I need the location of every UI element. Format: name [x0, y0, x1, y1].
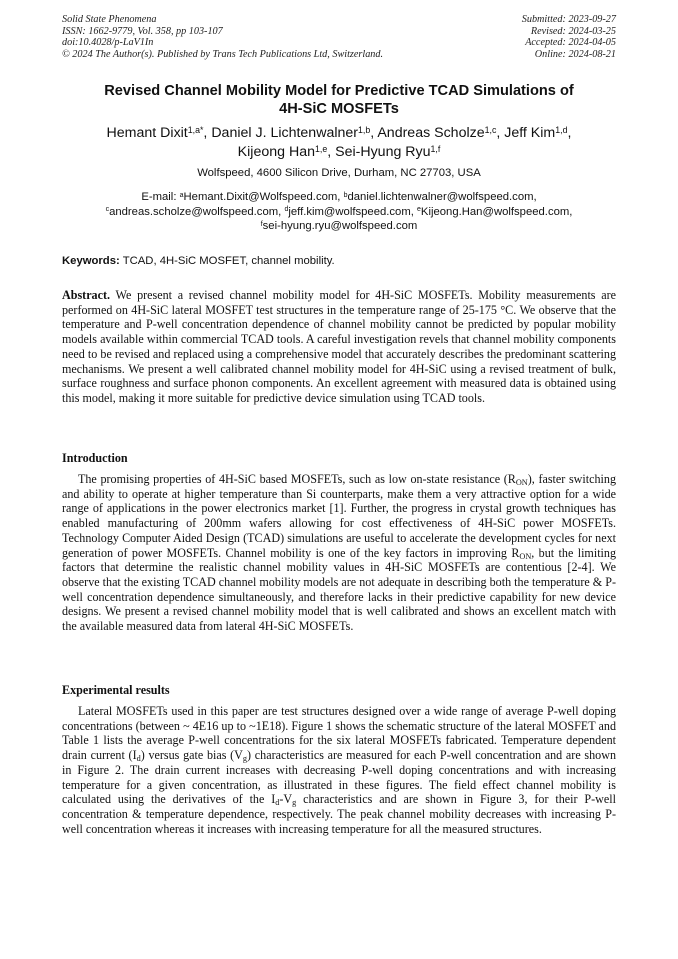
revised-date: Revised: 2024-03-25 [530, 25, 616, 37]
exp-text: ) versus gate bias (V [140, 748, 243, 763]
authors-line-2: Kijeong Han$^{1,e}$, Sei-Hyung Ryu$^{1,f}$ [237, 144, 441, 160]
subscript-on: ON [515, 478, 528, 488]
keywords-label: Keywords: [62, 255, 120, 267]
author-affiliation-mark: 1,e [314, 144, 328, 155]
copyright: © 2024 The Author(s). Published by Trans Tech Publications Ltd, Switzerland. [62, 48, 384, 60]
author-name: Hemant Dixit [106, 125, 188, 141]
subscript-d: d [136, 754, 141, 764]
email-link[interactable]: Hemant.Dixit@Wolfspeed.com [183, 191, 338, 203]
author-affiliation-mark: 1,a* [187, 125, 204, 136]
journal-info [62, 14, 383, 60]
author-affiliation-mark: 1,d [555, 125, 568, 136]
abstract-label: Abstract. [62, 288, 111, 302]
abstract-text: We present a revised channel mobility model for 4H-SiC MOSFETs. Mobility measurements are performed on 4H-SiC lateral MOSFET test structures in the temperature range of 25-175 °C. We observe that the temperature and P-well concentration dependence of channel mobility cannot be predicted by popular mobility models available within commercial TCAD tools. A careful investigation revels that channel mobility components need to be revised and replaced using a comprehensive model that accurately describes the predominant scattering mechanisms. We present a well calibrated channel mobility model for 4H-SiC using a revised treatment of bulk, surface roughness and surface phonon components. An excellent agreement with measured data is obtained using this model, making it more suitable for predictive device simulation using TCAD tools. [62, 288, 616, 405]
email-link[interactable]: andreas.scholze@wolfspeed.com [109, 205, 279, 218]
author-affiliation-mark: 1,b [358, 125, 371, 136]
intro-text: The promising properties of 4H-SiC based MOSFETs, such as low on-state resistance (R [78, 472, 516, 486]
emails-line-3 [62, 219, 616, 234]
doi: doi:10.4028/p-LaV1In [62, 37, 154, 49]
title-line-2: 4H-SiC MOSFETs [279, 101, 399, 117]
experimental-paragraph [62, 704, 616, 836]
experimental-heading: Experimental results [62, 683, 170, 697]
introduction-heading: Introduction [62, 451, 128, 465]
email-link[interactable]: sei-hyung.ryu@wolfspeed.com [262, 220, 418, 232]
email-link[interactable]: jeff.kim@wolfspeed.com [288, 205, 411, 218]
online-date: Online: 2024-08-21 [534, 48, 616, 60]
emails-line-2: $^c$andreas.scholze@wolfspeed.com, $^d$jeff.kim@wolfspeed.com, $^e$Kijeong.Han@wolfspeed.com, [105, 205, 573, 218]
author-name: Jeff Kim [504, 125, 556, 141]
author-name: Andreas Scholze [377, 125, 485, 141]
accepted-date: Accepted: 2024-04-05 [525, 37, 616, 49]
submitted-date: Submitted: 2023-09-27 [521, 14, 616, 25]
author-emails [62, 190, 616, 234]
subscript-g: g [242, 754, 248, 764]
exp-text: -V [279, 792, 293, 807]
email-link[interactable]: daniel.lichtenwalner@wolfspeed.com [347, 191, 534, 203]
keywords-text: TCAD, 4H-SiC MOSFET, channel mobility. [119, 255, 335, 267]
author-name: Daniel J. Lichtenwalner [211, 125, 358, 141]
exp-text: characteristics and are shown in Figure 3, for their P-well concentration & temperature dependence, respectively. The peak channel mobility decreases with increasing P-well concentration whereas it increases with increasing temperature for all the measured structures. [62, 792, 616, 836]
title-line-1: Revised Channel Mobility Model for Predictive TCAD Simulations of [104, 83, 574, 99]
publication-dates [522, 14, 616, 60]
author-list [62, 124, 616, 162]
keywords [62, 254, 616, 268]
email-mark: a [179, 191, 184, 199]
email-link[interactable]: Kijeong.Han@wolfspeed.com [420, 205, 570, 218]
exp-text: Lateral MOSFETs used in this paper are test structures designed over a wide range of average P-well doping concentrations (between ~ 4E16 up to ~1E18). Figure 1 shows the schematic structure of the lateral MOSFET and Table 1 lists the average P-well concentrations for the six lateral MOSFETs fabricated. Temperature dependent drain current (I [62, 704, 616, 763]
email-label: E-mail: [141, 191, 180, 203]
email-mark: c [105, 206, 110, 214]
email-mark: f [260, 220, 263, 228]
affiliation: Wolfspeed, 4600 Silicon Drive, Durham, NC 27703, USA [197, 167, 481, 179]
intro-text: ), faster switching and ability to operate at higher temperature than Si counterparts, make them a very attractive option for a wide range of applications in the power electronics market [1]. Further, the progress in crystal growth techniques has enabled manufacturing of 200mm wafers allowing for cost effectiveness of 4H-SiC power MOSFETs. Technology Computer Aided Design (TCAD) simulations are useful to accelerate the development cycles for next generation of power MOSFETs. Channel mobility is one of the key factors in improving R [62, 472, 616, 560]
introduction-paragraph [62, 472, 616, 634]
paper-title [62, 82, 616, 118]
email-mark: d [284, 206, 289, 214]
abstract [62, 288, 616, 406]
email-mark: e [417, 206, 421, 214]
author-affiliation-mark: 1,f [430, 144, 441, 155]
exp-text: ) characteristics are measured for each P-well concentration and are shown in Figure 2. The drain current increases with decreasing P-well doping concentrations and with increasing temperature for a given concentration, as illustrated in these figures. The field effect channel mobility is calculated using the derivatives of the I [62, 748, 616, 807]
author-affiliation-mark: 1,c [484, 125, 497, 136]
author-name: Sei-Hyung Ryu [335, 144, 431, 160]
authors-line-1: Hemant Dixit$^{1,a*}$, Daniel J. Lichtenwalner$^{1,b}$, Andreas Scholze$^{1,c}$, Jeff Kim$^{1,d}$, [106, 125, 572, 141]
author-name: Kijeong Han [237, 144, 315, 160]
intro-text: , but the limiting factors that determine the realistic channel mobility values in 4H-SiC MOSFETs are contentious [2-4]. We observe that the existing TCAD channel mobility models are not adequate in describing both the temperature & P-well concentration dependence simultaneously, and therefore lacks in their predictive capability for new device designs. We present a revised channel mobility model that is well calibrated and shows an excellent match with the available measured data from lateral 4H-SiC MOSFETs. [62, 545, 617, 634]
subscript-on: ON [519, 551, 532, 561]
subscript-d: d [275, 798, 280, 808]
issn: ISSN: 1662-9779, Vol. 358, pp 103-107 [62, 25, 223, 37]
email-mark: b [343, 191, 348, 199]
emails-line-1: E-mail: $^a$Hemant.Dixit@Wolfspeed.com, $^b$daniel.lichtenwalner@wolfspeed.com, [141, 191, 537, 203]
journal-name: Solid State Phenomena [62, 14, 157, 25]
subscript-g: g [292, 798, 297, 808]
